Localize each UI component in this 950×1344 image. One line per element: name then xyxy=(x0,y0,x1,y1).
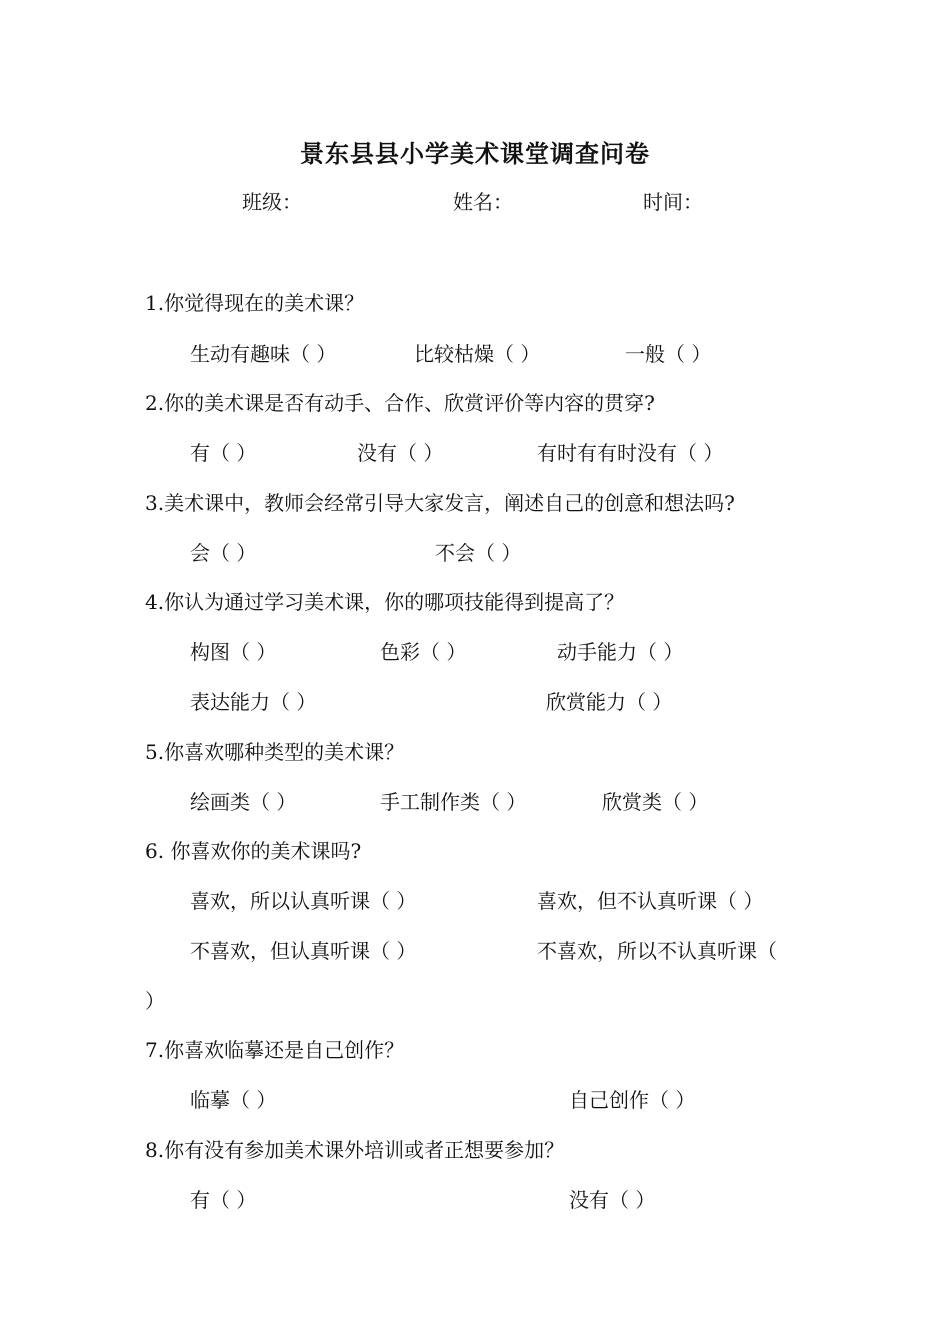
q1-option-1: 生动有趣味（ ） xyxy=(190,342,337,366)
q2-option-3: 有时有有时没有（ ） xyxy=(537,441,724,465)
q4-option-3: 动手能力（ ） xyxy=(557,640,684,664)
q3-option-1: 会（ ） xyxy=(190,541,257,565)
q5-option-2: 手工制作类（ ） xyxy=(380,790,527,814)
time-label: 时间： xyxy=(643,190,703,214)
q6-option-4-close: ） xyxy=(145,989,165,1013)
question-1: 1.你觉得现在的美术课？ xyxy=(145,291,365,315)
q8-option-2: 没有（ ） xyxy=(569,1188,656,1212)
q3-option-2: 不会（ ） xyxy=(435,541,522,565)
question-2: 2.你的美术课是否有动手、合作、欣赏评价等内容的贯穿? xyxy=(145,391,655,415)
q7-option-1: 临摹（ ） xyxy=(190,1088,277,1112)
q7-option-2: 自己创作（ ） xyxy=(569,1088,696,1112)
question-8: 8.你有没有参加美术课外培训或者正想要参加？ xyxy=(145,1138,565,1162)
name-label: 姓名： xyxy=(453,190,513,214)
q4-option-1: 构图（ ） xyxy=(190,640,277,664)
question-4: 4.你认为通过学习美术课，你的哪项技能得到提高了？ xyxy=(145,590,625,614)
q1-option-2: 比较枯燥（ ） xyxy=(414,342,541,366)
class-label: 班级： xyxy=(242,190,302,214)
q1-option-3: 一般（ ） xyxy=(625,342,712,366)
q6-option-4: 不喜欢，所以不认真听课（ xyxy=(537,939,777,963)
q6-option-3: 不喜欢，但认真听课（ ） xyxy=(190,939,417,963)
question-6: 6. 你喜欢你的美术课吗? xyxy=(145,839,362,863)
q2-option-1: 有（ ） xyxy=(190,441,257,465)
q4-option-5: 欣赏能力（ ） xyxy=(546,690,673,714)
q5-option-1: 绘画类（ ） xyxy=(190,790,297,814)
question-3: 3.美术课中，教师会经常引导大家发言，阐述自己的创意和想法吗? xyxy=(145,491,735,515)
q4-option-2: 色彩（ ） xyxy=(380,640,467,664)
question-5: 5.你喜欢哪种类型的美术课？ xyxy=(145,740,405,764)
q4-option-4: 表达能力（ ） xyxy=(190,690,317,714)
page-title: 景东县县小学美术课堂调查问卷 xyxy=(300,139,650,168)
question-7: 7.你喜欢临摹还是自己创作？ xyxy=(145,1038,405,1062)
q2-option-2: 没有（ ） xyxy=(357,441,444,465)
q5-option-3: 欣赏类（ ） xyxy=(602,790,709,814)
q6-option-1: 喜欢，所以认真听课（ ） xyxy=(190,889,417,913)
q6-option-2: 喜欢，但不认真听课（ ） xyxy=(537,889,764,913)
q8-option-1: 有（ ） xyxy=(190,1188,257,1212)
